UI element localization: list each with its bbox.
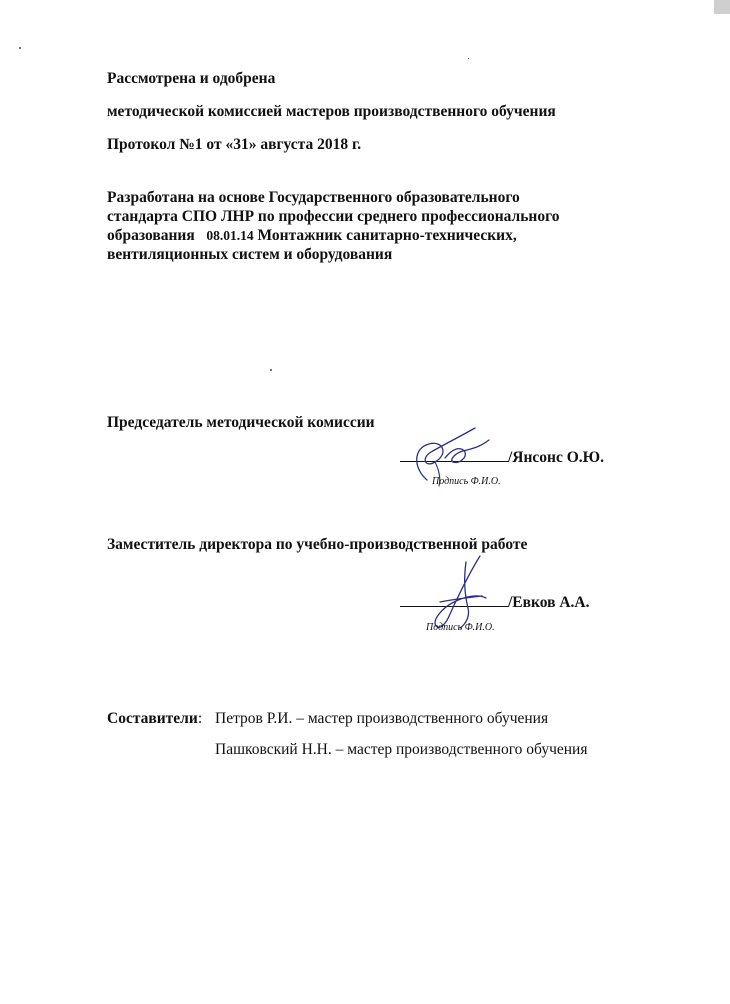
scan-edge-mark [714,0,730,14]
chair-title: Председатель методической комиссии [107,414,375,431]
basis-line-4: вентиляционных систем и оборудования [107,246,393,263]
deputy-title: Заместитель директора по учебно-производственной работе [107,536,528,553]
chair-name: /Янсонс О.Ю. [508,449,605,466]
basis-line-3-prefix: образования [107,227,207,244]
basis-line-2: стандарта СПО ЛНР по профессии среднего профессионального [107,208,560,225]
basis-line-3-rest: Монтажник санитарно-технических, [253,227,517,244]
approval-protocol: Протокол №1 от «31» августа 2018 г. [107,136,362,153]
scan-speck [270,369,272,371]
authors-row-1 [107,710,202,728]
chair-signature-caption: Подпись Ф.И.О. [432,476,501,487]
deputy-signature-caption: Подпись Ф.И.О. [426,622,495,633]
basis-line-1: Разработана на основе Государственного образовательного [107,189,520,206]
author-2: Пашковский Н.Н. – мастер производственного обучения [215,741,588,758]
authors-colon: : [197,710,203,727]
deputy-name: /Евков А.А. [508,594,590,611]
approval-line-2: методической комиссией мастеров производственного обучения [107,103,556,120]
basis-line-3 [107,227,517,245]
scan-speck [468,58,469,59]
approval-line-1: Рассмотрена и одобрена [107,70,276,87]
author-1: Петров Р.И. – мастер производственного обучения [215,710,549,727]
profession-code: 08.01.14 [206,228,254,243]
scan-speck [19,47,21,49]
authors-label: Составители [107,710,198,727]
